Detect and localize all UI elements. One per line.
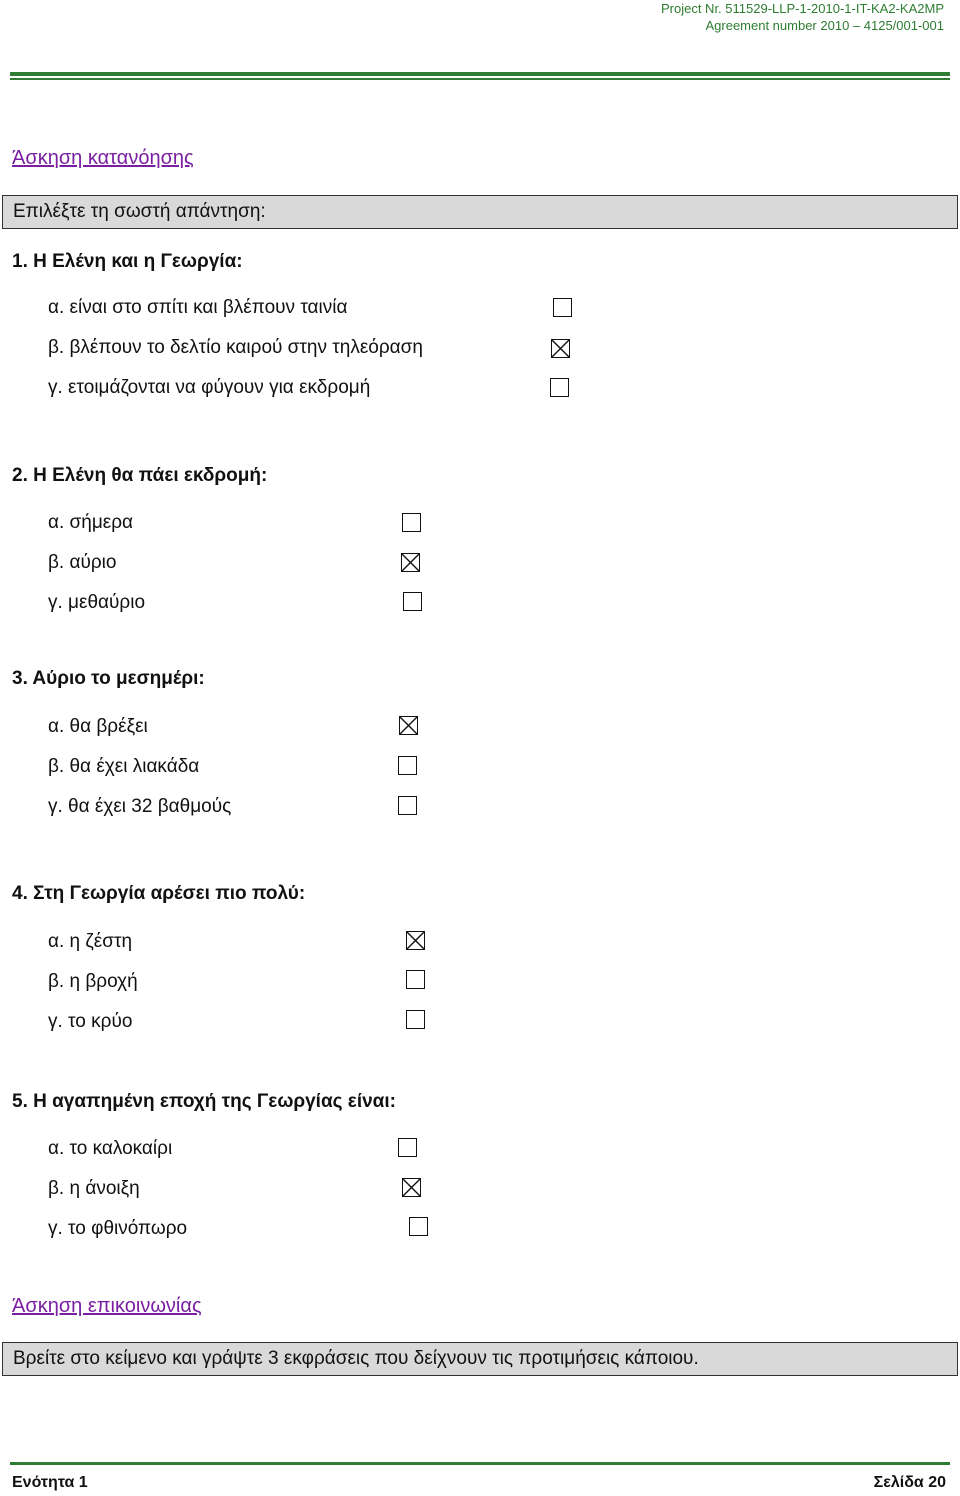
cross-mark-icon <box>402 554 419 571</box>
q1-option-a-checkbox[interactable] <box>553 298 572 317</box>
q1-option-a: α. είναι στο σπίτι και βλέπουν ταινία <box>48 297 348 318</box>
q4-option-b-checkbox[interactable] <box>406 970 425 989</box>
question-2: 2. Η Ελένη θα πάει εκδρομή: <box>12 465 268 486</box>
q1-option-b: β. βλέπουν το δελτίο καιρού στην τηλεόραση <box>48 337 423 358</box>
q2-option-c-checkbox[interactable] <box>403 592 422 611</box>
q3-option-a-checkbox[interactable] <box>399 716 418 735</box>
q2-option-a: α. σήμερα <box>48 512 134 533</box>
cross-mark-icon <box>400 717 417 734</box>
q2-option-b: β. αύριο <box>48 552 117 573</box>
q3-option-c-checkbox[interactable] <box>398 796 417 815</box>
agreement-number: Agreement number 2010 – 4125/001-001 <box>705 18 944 33</box>
q3-option-b-checkbox[interactable] <box>398 756 417 775</box>
q1-option-c-checkbox[interactable] <box>550 378 569 397</box>
page-number: Σελίδα 20 <box>873 1474 946 1491</box>
q4-option-c: γ. το κρύο <box>48 1011 133 1032</box>
footer-divider <box>10 1462 950 1465</box>
comprehension-instruction-box <box>2 195 958 229</box>
q2-option-c: γ. μεθαύριο <box>48 592 146 613</box>
cross-mark-icon <box>552 340 569 357</box>
question-5: 5. Η αγαπημένη εποχή της Γεωργίας είναι: <box>12 1091 396 1112</box>
q5-option-b-checkbox[interactable] <box>402 1178 421 1197</box>
cross-mark-icon <box>403 1179 420 1196</box>
q4-option-b: β. η βροχή <box>48 971 138 992</box>
q3-option-a: α. θα βρέξει <box>48 716 148 737</box>
q5-option-c-checkbox[interactable] <box>409 1217 428 1236</box>
question-3: 3. Αύριο το μεσημέρι: <box>12 668 205 689</box>
q4-option-a-checkbox[interactable] <box>406 931 425 950</box>
project-header <box>544 0 944 34</box>
q4-option-c-checkbox[interactable] <box>406 1010 425 1029</box>
q5-option-c: γ. το φθινόπωρο <box>48 1218 188 1239</box>
cross-mark-icon <box>407 932 424 949</box>
q1-option-c: γ. ετοιμάζονται να φύγουν για εκδρομή <box>48 377 371 398</box>
q4-option-a: α. η ζέστη <box>48 931 133 952</box>
q2-option-b-checkbox[interactable] <box>401 553 420 572</box>
q5-option-b: β. η άνοιξη <box>48 1178 140 1199</box>
comprehension-title: Άσκηση κατανόησης <box>12 147 194 169</box>
q2-option-a-checkbox[interactable] <box>402 513 421 532</box>
question-4: 4. Στη Γεωργία αρέσει πιο πολύ: <box>12 883 306 904</box>
q3-option-b: β. θα έχει λιακάδα <box>48 756 200 777</box>
communication-title: Άσκηση επικοινωνίας <box>12 1295 202 1317</box>
header-divider-thin <box>10 78 950 80</box>
project-number: Project Nr. 511529-LLP-1-2010-1-IT-KA2-KA2MP <box>660 1 944 16</box>
q1-option-b-checkbox[interactable] <box>551 339 570 358</box>
q5-option-a: α. το καλοκαίρι <box>48 1138 173 1159</box>
question-1: 1. Η Ελένη και η Γεωργία: <box>12 251 243 272</box>
header-divider <box>10 72 950 76</box>
comprehension-instruction: Επιλέξτε τη σωστή απάντηση: <box>13 201 266 222</box>
communication-instruction: Βρείτε στο κείμενο και γράψτε 3 εκφράσεις που δείχνουν τις προτιμήσεις κάποιου. <box>13 1348 699 1369</box>
communication-instruction-box <box>2 1342 958 1376</box>
q3-option-c: γ. θα έχει 32 βαθμούς <box>48 796 232 817</box>
unit-label: Ενότητα 1 <box>12 1474 88 1491</box>
q5-option-a-checkbox[interactable] <box>398 1138 417 1157</box>
